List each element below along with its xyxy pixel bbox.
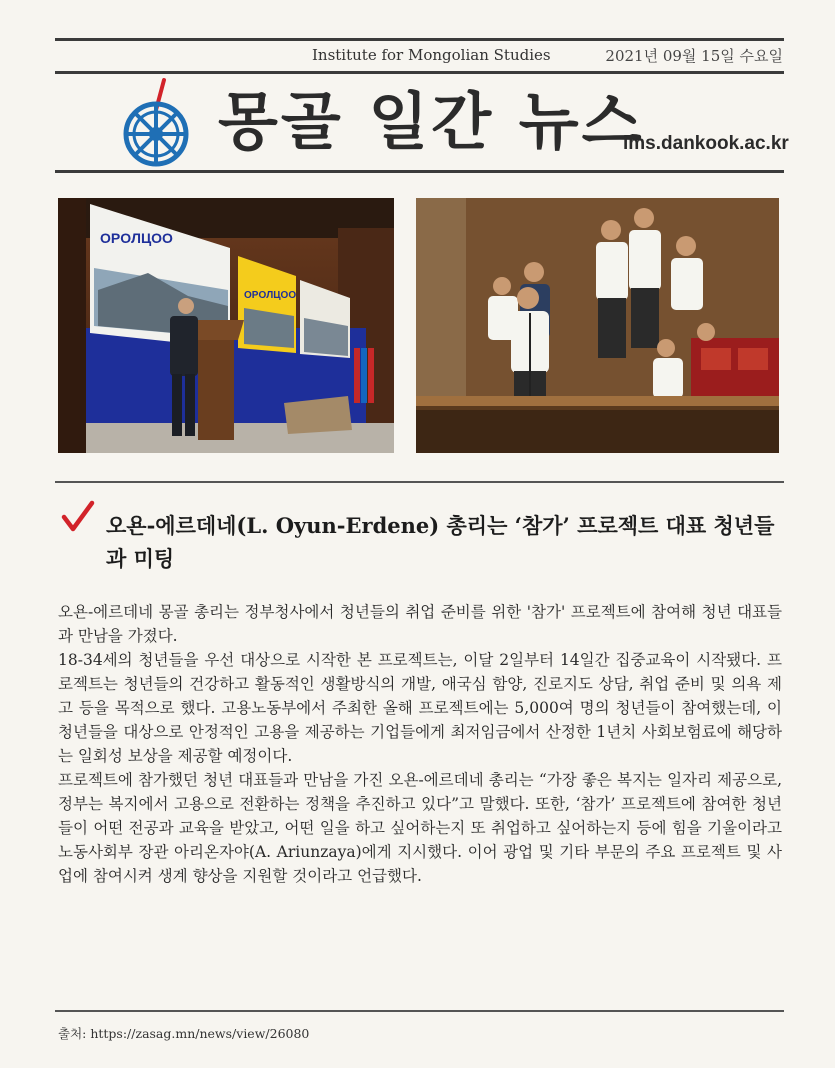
article-paragraph: 18-34세의 청년들을 우선 대상으로 시작한 본 프로젝트는, 이달 2일부터 14일간 집중교육이 시작됐다. 프로젝트는 청년들의 건강하고 활동적인 생활방식의 개발, 애국심 함양, 진로지도 상담, 취업 준비 및 의욕 제고 등을 목적으로 했다. 고용노동부에서 주최한 올해 프로젝트에는 5,000여 명의 청년들이 참여했는데, 이 청년들을 대상으로 안정적인 고용을 제공하는 기업들에게 최저임금에서 산정한 1년치 사회보험료에 해당하는 일회성 보상을 제공할 예정이다. — [58, 651, 782, 765]
article-paragraph: 오욘-에르데네 몽골 총리는 정부청사에서 청년들의 취업 준비를 위한 '참가' 프로젝트에 참여해 청년 대표들과 만남을 가졌다. — [58, 603, 782, 645]
checkmark-icon — [60, 499, 96, 535]
issue-date: 2021년 09월 15일 수요일 — [605, 47, 783, 65]
article-body — [58, 600, 782, 888]
site-url: ims.dankook.ac.kr — [623, 133, 789, 154]
section-rule — [55, 481, 784, 483]
masthead-title: 몽골 일간 뉴스 — [218, 85, 645, 158]
top-rule — [55, 38, 784, 41]
footer-rule — [55, 1010, 784, 1012]
screen2-logo-text: OPOЛЦOO — [244, 290, 297, 301]
article-paragraph: 프로젝트에 참가했던 청년 대표들과 만남을 가진 오욘-에르데네 총리는 “가장 좋은 복지는 일자리 제공으로, 정부는 복지에서 고용으로 전환하는 정책을 추진하고 있다”고 말했다. 또한, ‘참가’ 프로젝트에 참여한 청년들이 어떤 전공과 교육을 받았고, 어떤 일을 하고 싶어하는지 또 취업하고 싶어하는지 등에 힘을 기울이라고 노동사회부 장관 아리온자야(A. Ariunzaya)에게 지시했다. 이어 광업 및 기타 부문의 주요 프로젝트 및 사업에 참여시켜 생계 향상을 지원할 것이라고 언급했다. — [58, 771, 782, 885]
compass-wheel-logo-icon — [122, 78, 190, 168]
masthead-rule-top — [55, 71, 784, 74]
conference-speaker-photo — [58, 198, 394, 453]
screen-logo-text: OPOЛЦOO — [100, 230, 173, 246]
article-headline: 오욘-에르데네(L. Oyun-Erdene) 총리는 ‘참가’ 프로젝트 대표 청년들과 미팅 — [106, 513, 775, 571]
youth-representatives-photo — [416, 198, 779, 453]
institute-name: Institute for Mongolian Studies — [312, 46, 551, 64]
source-citation: 출처: https://zasag.mn/news/view/26080 — [58, 1026, 310, 1041]
masthead-rule-bottom — [55, 170, 784, 173]
